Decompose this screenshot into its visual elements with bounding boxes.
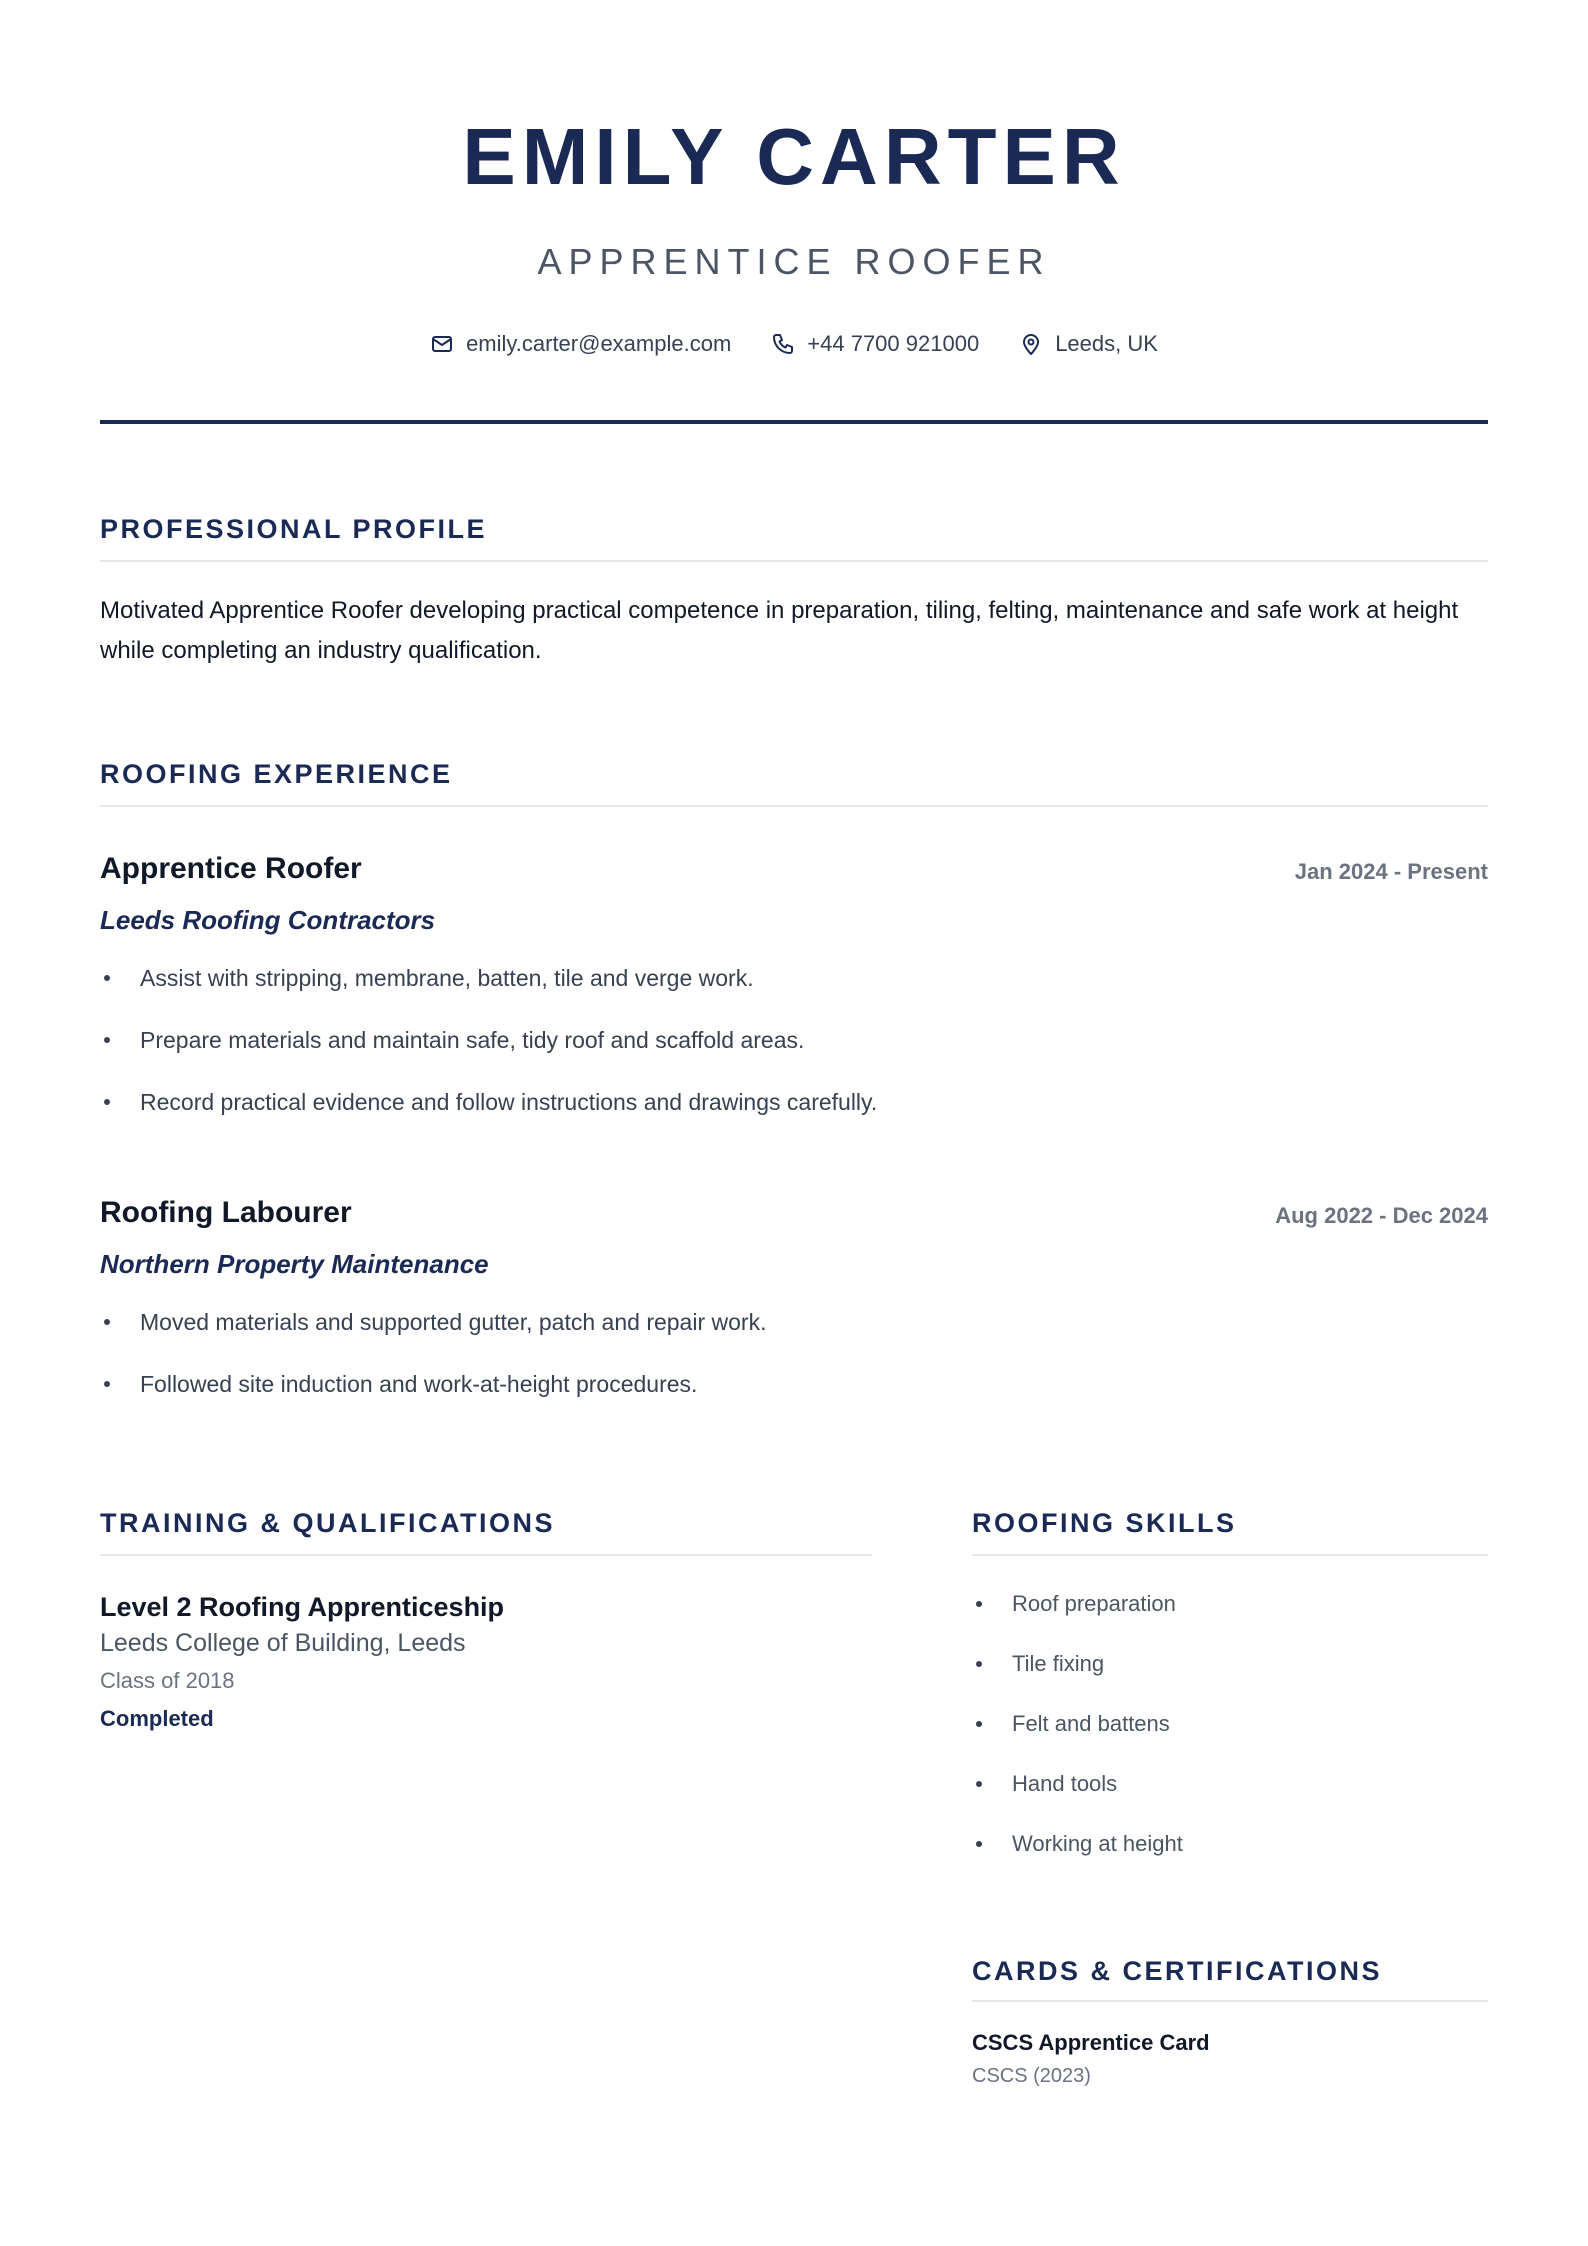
qualification-class: Class of 2018 (100, 1668, 235, 1693)
profile-text: Motivated Apprentice Roofer developing practical competence in preparation, tiling, felting, maintenance and safe work at height while completing an industry qualification. (100, 597, 1459, 664)
qualification-status: Completed (100, 1706, 214, 1731)
certifications-divider (972, 2000, 1488, 2002)
header-divider (100, 420, 1488, 424)
job-bullets (100, 1306, 1488, 1430)
list-item: Felt and battens (972, 1708, 1488, 1740)
qualification-school: Leeds College of Building, Leeds (100, 1629, 466, 1657)
job-company: Leeds Roofing Contractors (100, 905, 436, 935)
list-item: Assist with stripping, membrane, batten, tile and verge work. (100, 962, 1488, 994)
list-item: Tile fixing (972, 1648, 1488, 1680)
list-item: Followed site induction and work-at-height procedures. (100, 1368, 1488, 1400)
job-dates: Jan 2024 - Present (1294, 859, 1488, 884)
list-item: Moved materials and supported gutter, patch and repair work. (100, 1306, 1488, 1338)
job-company: Northern Property Maintenance (100, 1249, 489, 1279)
job-bullets (100, 962, 1488, 1148)
location-pin-icon (1019, 332, 1043, 356)
list-item: Hand tools (972, 1768, 1488, 1800)
email-text: emily.carter@example.com (466, 331, 732, 356)
job-title: Roofing Labourer (100, 1196, 352, 1229)
phone-text: +44 7700 921000 (807, 331, 980, 356)
candidate-name: EMILY CARTER (462, 112, 1126, 201)
resume-page (100, 0, 1488, 2246)
experience-heading: ROOFING EXPERIENCE (100, 759, 453, 789)
job-title: Apprentice Roofer (100, 852, 362, 885)
mail-icon (430, 332, 454, 356)
contact-location (1019, 328, 1158, 360)
contact-email[interactable] (430, 328, 731, 360)
certification-issuer: CSCS (2023) (972, 2065, 1091, 2087)
experience-divider (100, 805, 1488, 807)
location-text: Leeds, UK (1055, 331, 1158, 356)
profile-heading: PROFESSIONAL PROFILE (100, 514, 488, 544)
certification-title: CSCS Apprentice Card (972, 2030, 1210, 2055)
list-item: Roof preparation (972, 1588, 1488, 1620)
skills-divider (972, 1554, 1488, 1556)
job-dates: Aug 2022 - Dec 2024 (1275, 1203, 1488, 1228)
skills-list (972, 1588, 1488, 1888)
certifications-heading: CARDS & CERTIFICATIONS (972, 1956, 1382, 1986)
skills-heading: ROOFING SKILLS (972, 1508, 1237, 1538)
contact-bar (100, 328, 1488, 360)
list-item: Record practical evidence and follow instructions and drawings carefully. (100, 1086, 1488, 1118)
candidate-title: APPRENTICE ROOFER (537, 241, 1051, 282)
list-item: Prepare materials and maintain safe, tidy roof and scaffold areas. (100, 1024, 1488, 1056)
phone-icon (771, 332, 795, 356)
profile-divider (100, 560, 1488, 562)
training-heading: TRAINING & QUALIFICATIONS (100, 1508, 555, 1538)
qualification-title: Level 2 Roofing Apprenticeship (100, 1592, 505, 1622)
training-divider (100, 1554, 872, 1556)
contact-phone[interactable] (771, 328, 979, 360)
list-item: Working at height (972, 1828, 1488, 1860)
